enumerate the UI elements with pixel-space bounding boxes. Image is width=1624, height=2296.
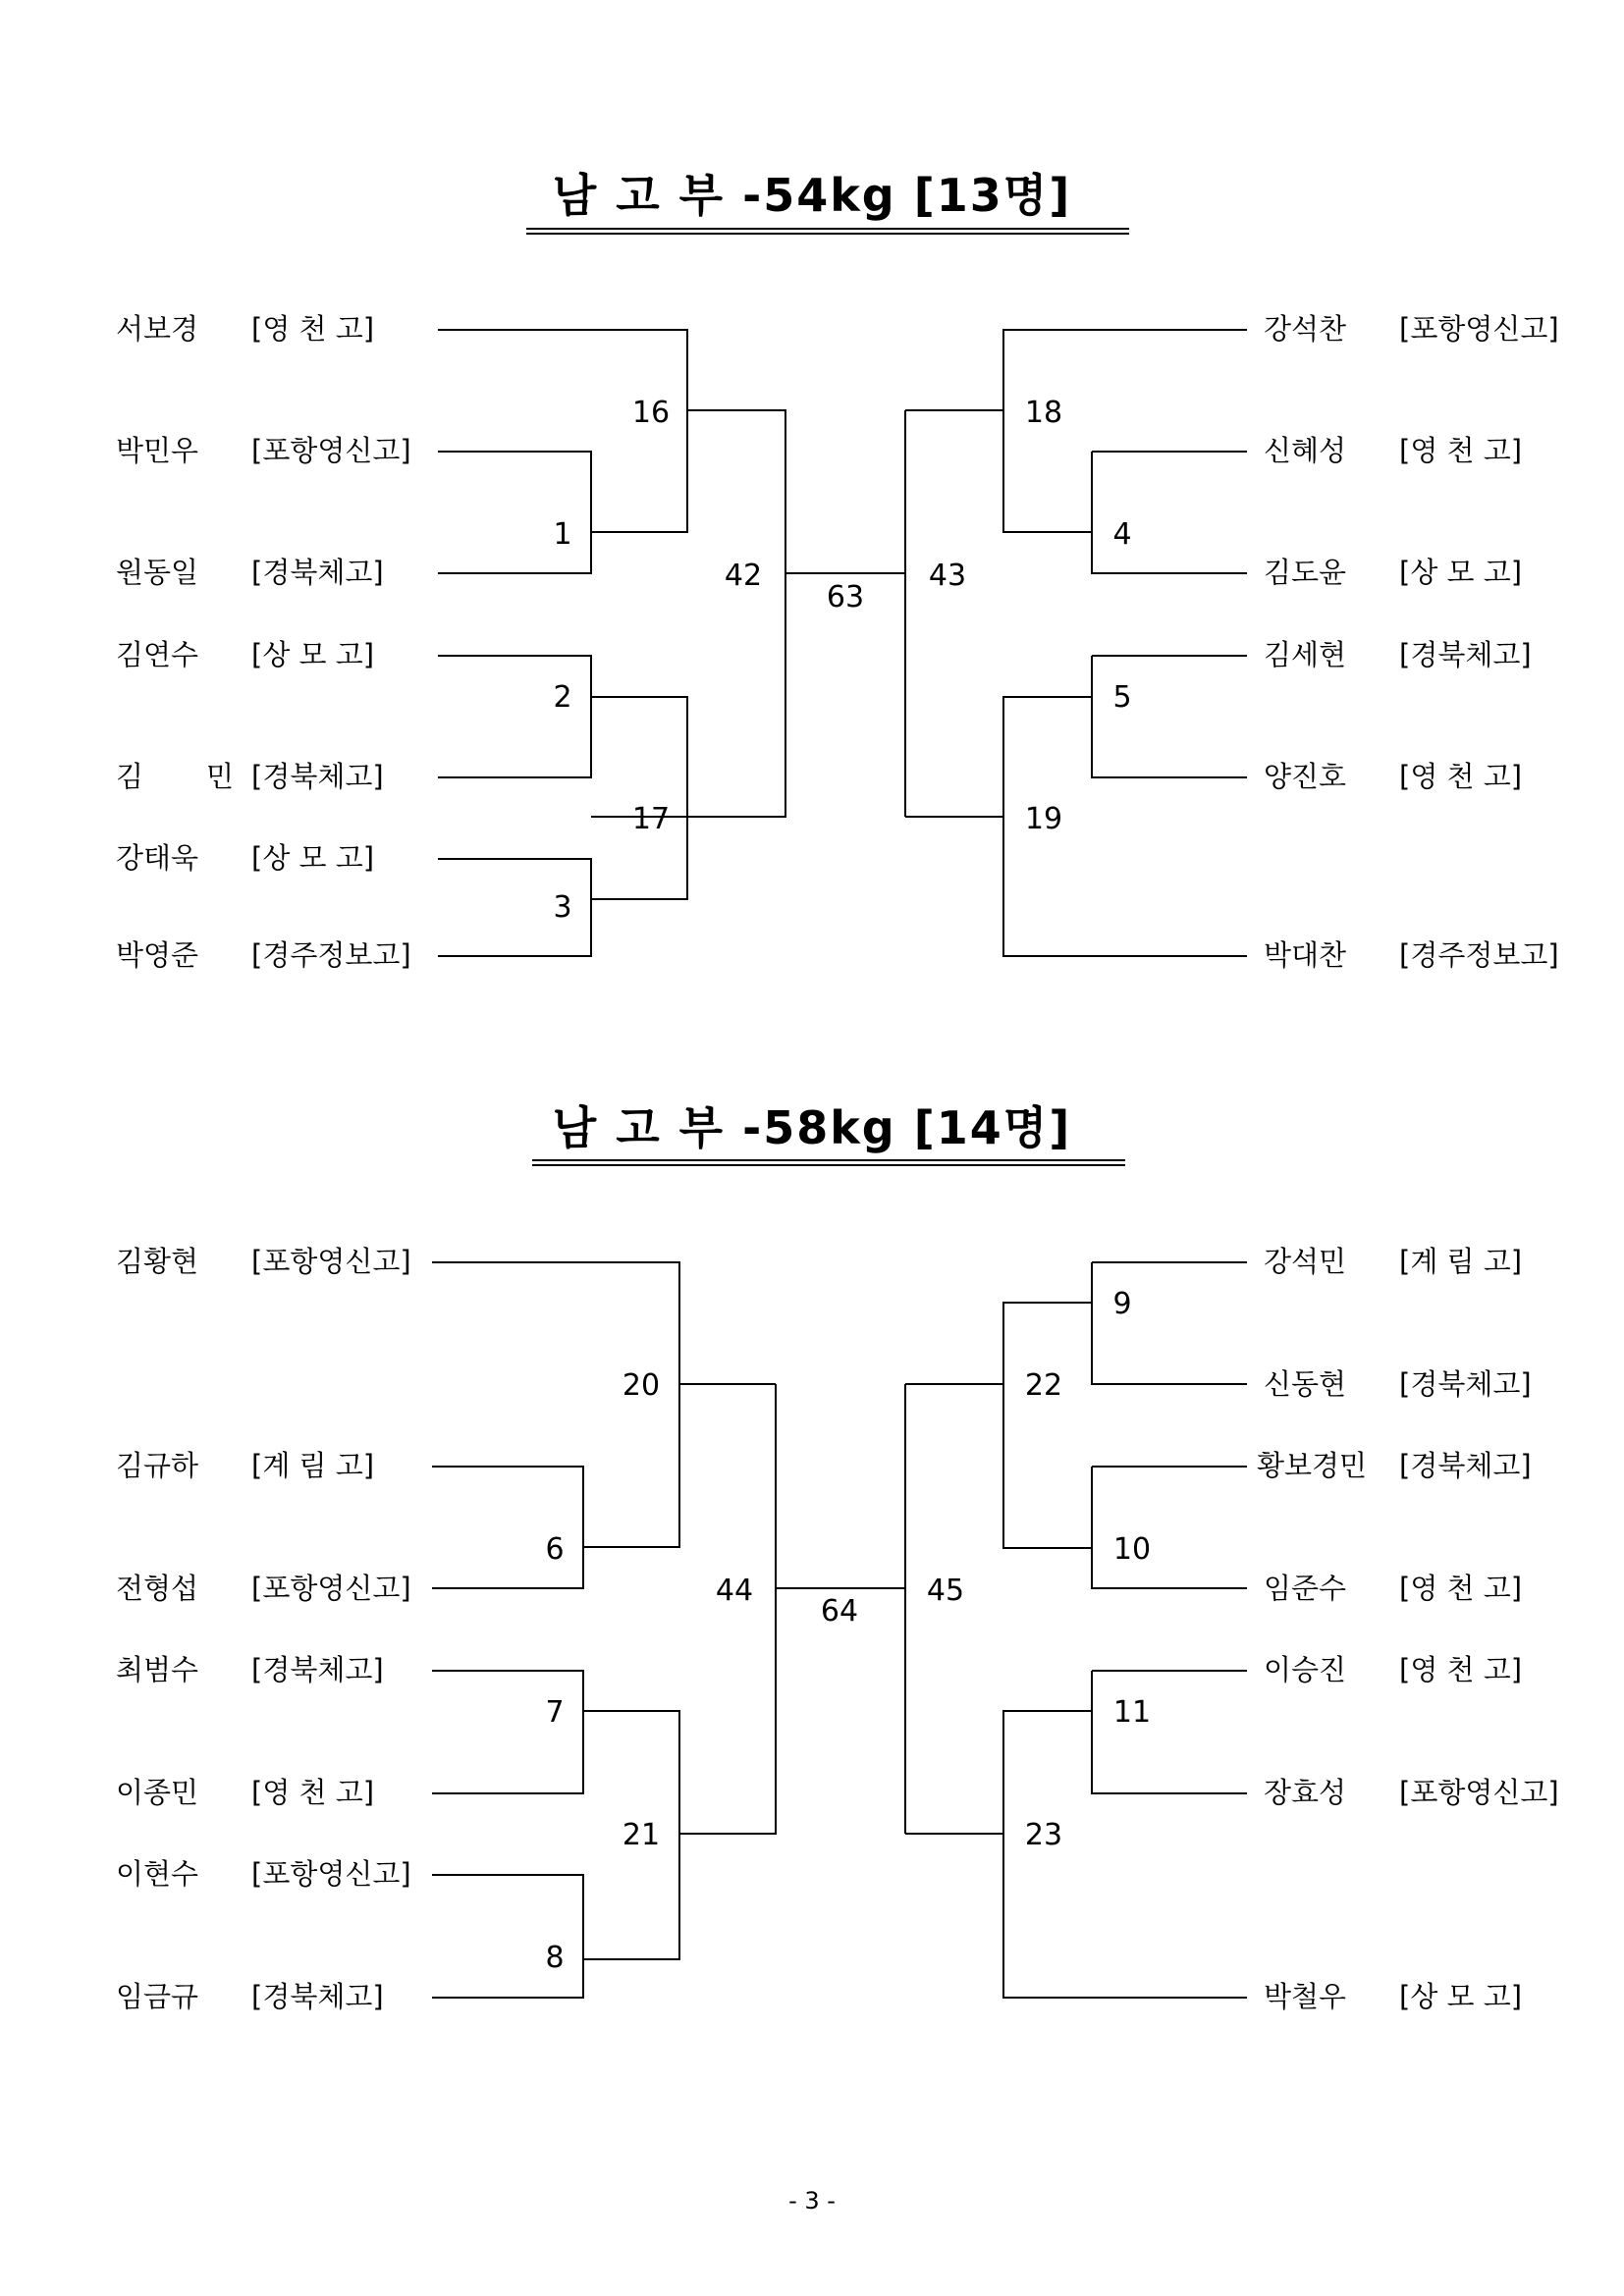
bracket-title-54kg: 남 고 부 -54kg [13명]	[552, 169, 1072, 222]
bracket-line	[438, 859, 591, 956]
bracket-line	[438, 330, 687, 410]
match-number: 42	[724, 559, 763, 593]
match-number: 11	[1112, 1695, 1152, 1730]
bracket-line	[432, 1875, 583, 1998]
bracket-line	[591, 697, 687, 817]
match-number: 2	[553, 680, 572, 715]
match-number: 10	[1112, 1532, 1152, 1567]
bracket-line	[438, 452, 591, 573]
match-number: 9	[1112, 1287, 1132, 1321]
player-name: 김세현	[1264, 638, 1347, 671]
player-school: [포항영신고]	[251, 1572, 411, 1605]
bracket-line	[905, 697, 1092, 817]
player-school: [영 천 고]	[251, 1776, 375, 1809]
player-school: [영 천 고]	[1399, 1572, 1523, 1605]
player-name: 신동현	[1264, 1367, 1347, 1401]
player-name: 박철우	[1264, 1980, 1347, 2013]
match-number: 22	[1024, 1368, 1063, 1403]
bracket-line	[591, 410, 785, 573]
player-school: [포항영신고]	[251, 1245, 411, 1278]
match-number: 8	[545, 1941, 565, 1975]
player-name: 김도윤	[1264, 556, 1347, 589]
player-school: [경북체고]	[251, 1653, 384, 1686]
player-school: [경북체고]	[1399, 1367, 1532, 1401]
match-number: 4	[1112, 517, 1132, 552]
player-school: [경북체고]	[1399, 1449, 1532, 1482]
player-name: 이현수	[116, 1857, 199, 1891]
match-number: 18	[1024, 396, 1063, 430]
match-number: 21	[622, 1818, 661, 1852]
match-number: 1	[553, 517, 572, 552]
match-number: 44	[715, 1574, 754, 1608]
player-name: 이종민	[116, 1776, 199, 1809]
player-name: 신혜성	[1264, 434, 1347, 467]
player-name: 서보경	[116, 312, 199, 346]
match-number: 23	[1024, 1818, 1063, 1852]
player-name: 황보경민	[1257, 1449, 1368, 1482]
match-number: 5	[1112, 680, 1132, 715]
player-school: [영 천 고]	[251, 312, 375, 346]
player-name: 장효성	[1264, 1776, 1347, 1809]
player-school: [포항영신고]	[1399, 1776, 1559, 1809]
player-school: [경주정보고]	[251, 938, 411, 972]
player-school: [경북체고]	[251, 1980, 384, 2013]
player-name: 김 민	[116, 760, 234, 793]
player-name: 임준수	[1264, 1572, 1347, 1605]
player-name: 강석민	[1264, 1245, 1347, 1278]
player-name: 김연수	[116, 638, 199, 671]
match-number: 43	[928, 559, 967, 593]
match-number: 64	[820, 1594, 859, 1629]
bracket-line	[432, 1671, 583, 1793]
bracket-line	[432, 1467, 583, 1588]
bracket-line	[905, 330, 1247, 410]
player-name: 전형섭	[116, 1572, 199, 1605]
player-school: [경북체고]	[1399, 638, 1532, 671]
player-name: 원동일	[116, 556, 199, 589]
match-number: 45	[926, 1574, 965, 1608]
bracket-line	[1092, 1467, 1247, 1588]
player-school: [포항영신고]	[1399, 312, 1559, 346]
player-school: [경주정보고]	[1399, 938, 1559, 972]
player-school: [계 림 고]	[1399, 1245, 1523, 1278]
match-number: 16	[631, 396, 671, 430]
bracket-line	[1003, 1384, 1092, 1548]
player-name: 박민우	[116, 434, 199, 467]
player-name: 임금규	[116, 1980, 199, 2013]
player-school: [계 림 고]	[251, 1449, 375, 1482]
match-number: 17	[631, 802, 671, 836]
player-name: 김규하	[116, 1449, 199, 1482]
bracket-line	[591, 573, 905, 899]
bracket-line	[1003, 1834, 1247, 1998]
match-number: 3	[553, 890, 572, 925]
player-school: [경북체고]	[251, 556, 384, 589]
player-school: [포항영신고]	[251, 1857, 411, 1891]
bracket-line	[432, 1262, 679, 1547]
player-name: 박대찬	[1264, 938, 1347, 972]
player-name: 최범수	[116, 1653, 199, 1686]
player-school: [경북체고]	[251, 760, 384, 793]
bracket-line	[905, 1711, 1092, 1834]
match-number: 19	[1024, 802, 1063, 836]
bracket-line	[679, 1384, 776, 1834]
player-name: 박영준	[116, 938, 199, 972]
bracket-line	[905, 1303, 1092, 1384]
player-school: [영 천 고]	[1399, 1653, 1523, 1686]
match-number: 7	[545, 1695, 565, 1730]
page-number: - 3 -	[788, 2187, 836, 2215]
player-name: 김황현	[116, 1245, 199, 1278]
player-school: [포항영신고]	[251, 434, 411, 467]
bracket-line	[438, 656, 591, 777]
player-school: [상 모 고]	[1399, 556, 1523, 589]
bracket-line	[1003, 817, 1247, 956]
bracket-line	[1092, 452, 1247, 573]
bracket-title-58kg: 남 고 부 -58kg [14명]	[552, 1101, 1072, 1154]
match-number: 63	[826, 580, 865, 614]
bracket-line	[1092, 1671, 1247, 1793]
bracket-line	[1092, 656, 1247, 777]
player-school: [상 모 고]	[1399, 1980, 1523, 2013]
match-number: 6	[545, 1532, 565, 1567]
match-number: 20	[622, 1368, 661, 1403]
bracket-line	[1092, 1262, 1247, 1384]
bracket-line	[1003, 410, 1092, 532]
player-name: 양진호	[1264, 760, 1347, 793]
player-school: [영 천 고]	[1399, 434, 1523, 467]
player-name: 강석찬	[1264, 312, 1347, 346]
bracket-line	[583, 1711, 679, 1959]
player-school: [상 모 고]	[251, 841, 375, 875]
player-school: [상 모 고]	[251, 638, 375, 671]
player-name: 강태욱	[116, 841, 199, 875]
player-school: [영 천 고]	[1399, 760, 1523, 793]
player-name: 이승진	[1264, 1653, 1347, 1686]
